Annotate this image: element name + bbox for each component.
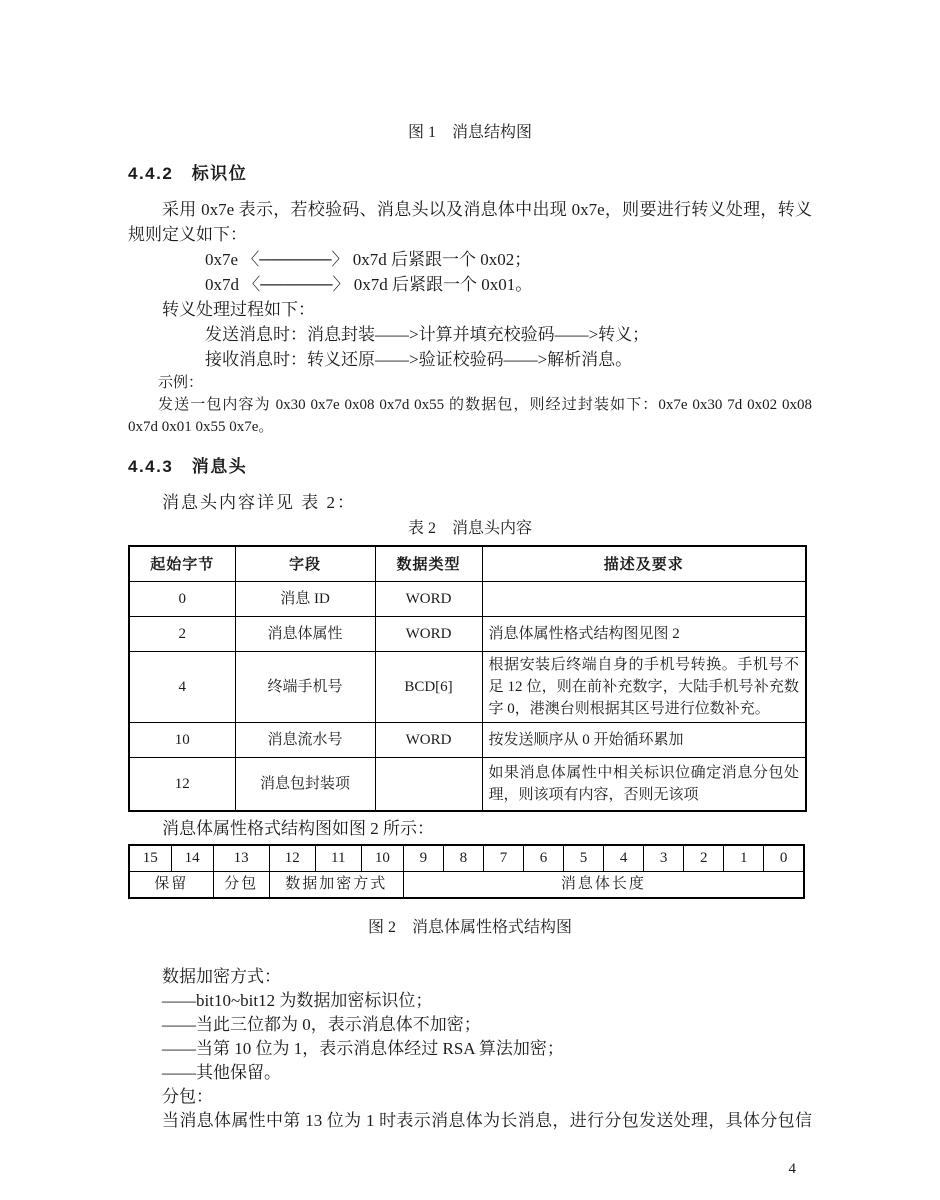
cell-description: 根据安装后终端自身的手机号转换。手机号不足 12 位，则在前补充数字，大陆手机号补充数字 0，港澳台则根据其区号进行位数补充。 bbox=[482, 652, 806, 723]
bit-cell: 9 bbox=[403, 845, 443, 872]
bit-cell: 1 bbox=[724, 845, 764, 872]
cell-start-byte: 0 bbox=[129, 582, 235, 617]
bit-number-row bbox=[129, 845, 804, 872]
bit-group-row bbox=[129, 872, 804, 899]
cell-data-type bbox=[375, 758, 482, 812]
cell-start-byte: 10 bbox=[129, 723, 235, 758]
cell-field: 消息 ID bbox=[235, 582, 375, 617]
page-content bbox=[128, 121, 812, 1182]
subpackage-text: 当消息体属性中第 13 位为 1 时表示消息体为长消息，进行分包发送处理，具体分包信 bbox=[162, 1111, 812, 1130]
section-heading-442: 4.4.2 标识位 bbox=[128, 164, 248, 183]
bit-cell: 11 bbox=[315, 845, 361, 872]
table-row bbox=[129, 758, 806, 812]
table-header-row bbox=[129, 546, 806, 582]
bit-cell: 12 bbox=[269, 845, 315, 872]
column-header-description: 描述及要求 bbox=[482, 546, 806, 582]
bit-group-encryption: 数据加密方式 bbox=[269, 872, 403, 899]
cell-field: 消息包封装项 bbox=[235, 758, 375, 812]
column-header-start-byte: 起始字节 bbox=[129, 546, 235, 582]
bit-cell: 15 bbox=[129, 845, 171, 872]
page-number: 4 bbox=[788, 1161, 796, 1177]
process-step-receive: 接收消息时：转义还原——>验证校验码——>解析消息。 bbox=[205, 350, 633, 369]
table-row bbox=[129, 582, 806, 617]
bit-group-body-length: 消息体长度 bbox=[403, 872, 804, 899]
subpackage-label: 分包： bbox=[162, 1087, 213, 1106]
cell-data-type: BCD[6] bbox=[375, 652, 482, 723]
bitfield-table bbox=[128, 844, 805, 899]
encryption-item: ——其他保留。 bbox=[162, 1063, 281, 1082]
bit-cell: 8 bbox=[443, 845, 483, 872]
bit-cell: 2 bbox=[684, 845, 724, 872]
bit-group-reserved: 保留 bbox=[129, 872, 213, 899]
cell-data-type: WORD bbox=[375, 723, 482, 758]
cell-start-byte: 4 bbox=[129, 652, 235, 723]
bit-cell: 7 bbox=[483, 845, 523, 872]
cell-description: 按发送顺序从 0 开始循环累加 bbox=[482, 723, 806, 758]
cell-field: 终端手机号 bbox=[235, 652, 375, 723]
process-step-send: 发送消息时：消息封装——>计算并填充校验码——>转义； bbox=[205, 325, 650, 344]
cell-field: 消息体属性 bbox=[235, 617, 375, 652]
encryption-item: ——当第 10 位为 1，表示消息体经过 RSA 算法加密； bbox=[162, 1039, 564, 1058]
encryption-description bbox=[128, 965, 812, 1133]
bit-cell: 5 bbox=[564, 845, 604, 872]
escape-rule-7d: 0x7d 〈──────〉 0x7d 后紧跟一个 0x01。 bbox=[205, 275, 533, 294]
cell-field: 消息流水号 bbox=[235, 723, 375, 758]
table-row bbox=[129, 723, 806, 758]
bit-cell: 0 bbox=[764, 845, 804, 872]
table-row bbox=[129, 652, 806, 723]
bit-cell: 3 bbox=[644, 845, 684, 872]
bit-cell: 4 bbox=[604, 845, 644, 872]
cell-start-byte: 12 bbox=[129, 758, 235, 812]
cell-description: 消息体属性格式结构图见图 2 bbox=[482, 617, 806, 652]
figure1-caption: 图 1 消息结构图 bbox=[407, 124, 532, 141]
encryption-label: 数据加密方式： bbox=[162, 967, 281, 986]
section-heading-443: 4.4.3 消息头 bbox=[128, 457, 248, 476]
message-header-table bbox=[128, 545, 807, 812]
cell-data-type: WORD bbox=[375, 617, 482, 652]
encryption-item: ——bit10~bit12 为数据加密标识位； bbox=[162, 991, 433, 1010]
column-header-data-type: 数据类型 bbox=[375, 546, 482, 582]
table2-intro: 消息头内容详见 表 2： bbox=[162, 493, 356, 512]
bit-cell: 10 bbox=[361, 845, 403, 872]
figure2-caption: 图 2 消息体属性格式结构图 bbox=[367, 919, 572, 936]
table2-caption: 表 2 消息头内容 bbox=[407, 520, 532, 537]
bit-cell: 14 bbox=[171, 845, 213, 872]
process-intro: 转义处理过程如下： bbox=[162, 300, 315, 319]
encryption-item: ——当此三位都为 0，表示消息体不加密； bbox=[162, 1015, 481, 1034]
column-header-field: 字段 bbox=[235, 546, 375, 582]
cell-data-type: WORD bbox=[375, 582, 482, 617]
escape-rule-7e: 0x7e 〈──────〉 0x7d 后紧跟一个 0x02； bbox=[205, 250, 532, 269]
cell-start-byte: 2 bbox=[129, 617, 235, 652]
figure2-intro: 消息体属性格式结构图如图 2 所示： bbox=[162, 819, 434, 838]
escape-intro-paragraph: 采用 0x7e 表示，若校验码、消息头以及消息体中出现 0x7e，则要进行转义处理，转义规则定义如下： bbox=[128, 200, 812, 244]
bit-group-subpackage: 分包 bbox=[213, 872, 269, 899]
table-row bbox=[129, 617, 806, 652]
example-text: 发送一包内容为 0x30 0x7e 0x08 0x7d 0x55 的数据包，则经过封装如下：0x7e 0x30 7d 0x02 0x08 0x7d 0x01 0x55 0x7e。 bbox=[128, 397, 812, 435]
cell-description bbox=[482, 582, 806, 617]
cell-description: 如果消息体属性中相关标识位确定消息分包处理，则该项有内容，否则无该项 bbox=[482, 758, 806, 812]
bit-cell: 13 bbox=[213, 845, 269, 872]
bit-cell: 6 bbox=[523, 845, 563, 872]
example-label: 示例： bbox=[158, 375, 204, 391]
